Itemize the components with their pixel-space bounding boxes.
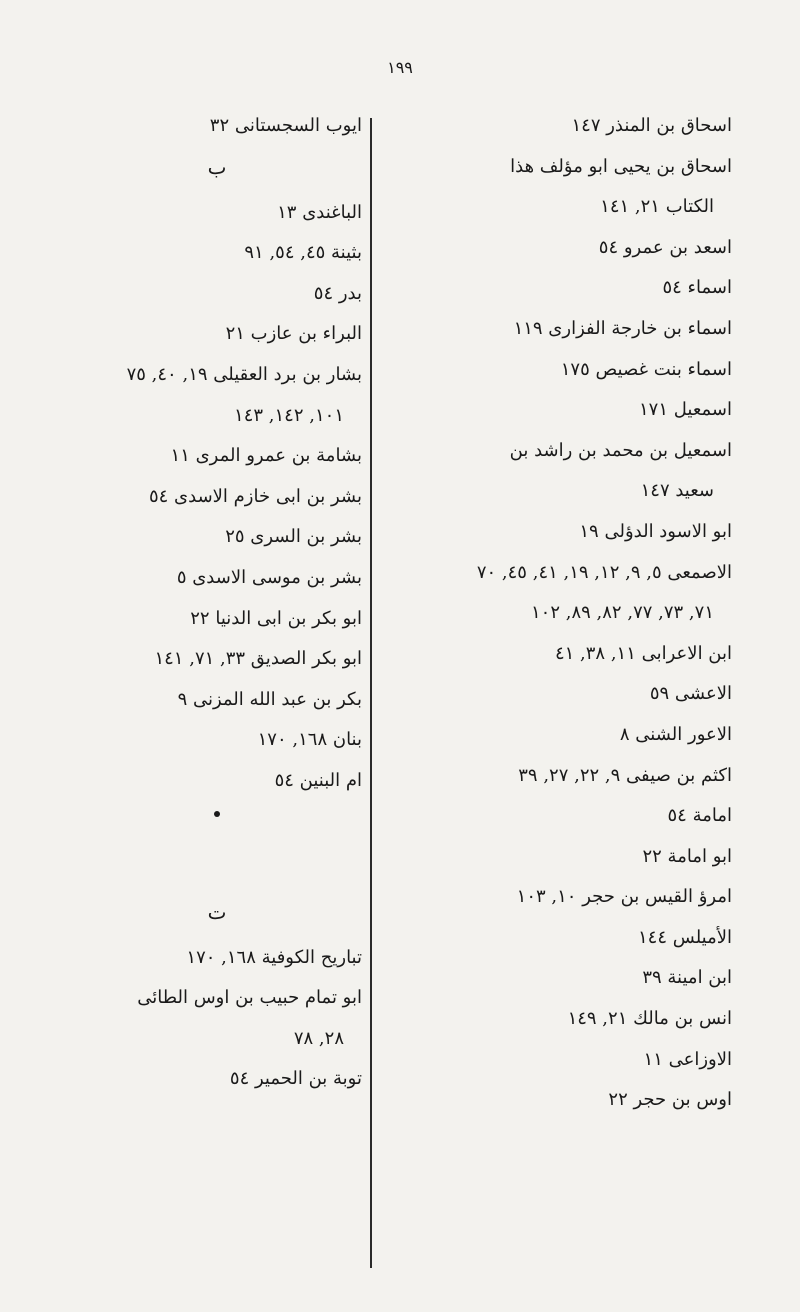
index-entry: تباريح الكوفية ١٦٨, ١٧٠ (186, 946, 362, 968)
index-entry: اسمعيل بن محمد بن راشد بن (509, 439, 732, 461)
index-entry: بشر بن موسى الاسدى ٥ (176, 566, 362, 588)
index-entry: ابو امامة ٢٢ (642, 845, 732, 867)
index-entry-continuation: ١٠١, ١٤٢, ١٤٣ (234, 404, 344, 426)
index-entry: اسحاق بن يحيى ابو مؤلف هذا (510, 155, 732, 177)
index-entry: اكثم بن صيفى ٩, ٢٢, ٢٧, ٣٩ (518, 764, 732, 786)
index-entry: بشار بن برد العقيلى ١٩, ٤٠, ٧٥ (126, 363, 362, 385)
index-entry: اوس بن حجر ٢٢ (608, 1089, 732, 1111)
index-entry: بشر بن ابى خازم الاسدى ٥٤ (148, 485, 362, 507)
index-entry-continuation: ٧١, ٧٣, ٧٧, ٨٢, ٨٩, ١٠٢ (531, 602, 714, 624)
index-entry: ابو الاسود الدؤلى ١٩ (579, 520, 732, 542)
column-divider (370, 118, 372, 1268)
index-entry: ابن الاعرابى ١١, ٣٨, ٤١ (554, 642, 732, 664)
page-number: ١٩٩ (387, 58, 413, 77)
index-entry: امامة ٥٤ (667, 805, 732, 827)
index-entry: اسماء بنت غصيص ١٧٥ (560, 358, 732, 380)
index-entry: ابو بكر الصديق ٣٣, ٧١, ١٤١ (154, 648, 362, 670)
index-entry-continuation: الكتاب ٢١, ١٤١ (600, 196, 714, 218)
index-entry: امرؤ القيس بن حجر ١٠, ١٠٣ (516, 886, 732, 908)
left-column (72, 115, 362, 1109)
index-entry: ابو بكر بن ابى الدنيا ٢٢ (190, 607, 362, 629)
index-entry: بشامة بن عمرو المرى ١١ (170, 445, 362, 467)
index-entry: ايوب السجستانى ٣٢ (209, 115, 362, 136)
index-entry: البراء بن عازب ٢١ (225, 323, 362, 345)
b-entries (72, 202, 362, 791)
index-entry: ابن امينة ٣٩ (642, 967, 732, 989)
index-entry: ام البنين ٥٤ (274, 769, 362, 791)
index-entry-continuation: سعيد ١٤٧ (640, 480, 714, 502)
index-entry: بنان ١٦٨, ١٧٠ (257, 729, 362, 751)
index-entry: الباغندى ١٣ (277, 201, 362, 223)
right-column (442, 115, 732, 1130)
index-entry: اسماء بن خارجة الفزارى ١١٩ (513, 317, 732, 339)
index-entry: ابو تمام حبيب بن اوس الطائى (137, 987, 362, 1009)
index-entry: بشر بن السرى ٢٥ (225, 526, 362, 548)
index-entry: اسمعيل ١٧١ (639, 399, 732, 421)
index-entry: اسماء ٥٤ (662, 277, 732, 299)
t-entries (72, 947, 362, 1090)
index-entry: اسحاق بن المنذر ١٤٧ (571, 115, 732, 136)
index-entry: بكر بن عبد الله المزنى ٩ (177, 688, 362, 710)
index-entry: الاوزاعى ١١ (643, 1048, 732, 1070)
section-heading-b: ب (207, 154, 227, 179)
index-entry-continuation: ٢٨, ٧٨ (293, 1027, 344, 1049)
index-entry: توبة بن الحمير ٥٤ (229, 1068, 362, 1090)
index-entry: انس بن مالك ٢١, ١٤٩ (567, 1008, 732, 1030)
index-entry: الاصمعى ٥, ٩, ١٢, ١٩, ٤١, ٤٥, ٧٠ (476, 561, 732, 583)
spacer (72, 833, 362, 895)
index-entry: بدر ٥٤ (313, 282, 362, 304)
index-entry: الاعشى ٥٩ (649, 683, 732, 705)
section-heading-t: ت (207, 899, 227, 924)
index-entry: اسعد بن عمرو ٥٤ (598, 236, 732, 258)
bullet-mark (214, 811, 220, 817)
index-entry: الاعور الشنى ٨ (619, 723, 732, 745)
index-entry: الأميلس ١٤٤ (638, 926, 732, 948)
index-entry: بثينة ٤٥, ٥٤, ٩١ (244, 242, 362, 264)
